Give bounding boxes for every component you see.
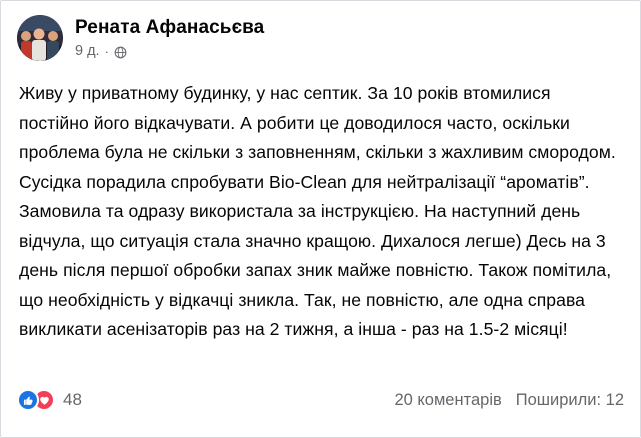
post-footer (1, 377, 640, 437)
shares-count[interactable]: Поширили: 12 (515, 391, 624, 409)
reactions-summary[interactable] (17, 389, 82, 411)
comments-count[interactable]: 20 коментарів (394, 391, 502, 409)
post-header (1, 1, 640, 61)
post-meta (75, 43, 264, 60)
post-author-block (75, 15, 264, 60)
meta-separator: · (104, 44, 109, 59)
reaction-icons[interactable] (17, 389, 55, 411)
globe-icon[interactable] (114, 46, 127, 59)
like-reaction-icon[interactable] (17, 389, 39, 411)
avatar[interactable] (17, 15, 63, 61)
reaction-count[interactable]: 48 (63, 390, 82, 409)
post-stats (394, 390, 624, 410)
post-timestamp[interactable]: 9 д. (75, 43, 100, 59)
author-name[interactable]: Рената Афанасьєва (75, 17, 265, 38)
post-text: Живу у приватному будинку, у нас септик. За 10 років втомилися постійно його відкачувати. А робити це доводилося часто, оскільки проблема була не скільки з заповненням, скільки з жахливим смородом. Сусідка порадила спробувати Bio-Clean для нейтралізації “ароматів”. Замовила та одразу використала за інструкцією. На наступний день відчула, що ситуація стала значно кращою. Дихалося легше) Десь на 3 день після першої обробки запах зник майже повністю. Також помітила, що необхідність у відкачці зникла. Так, не повністю, але одна справа викликати асенізаторів раз на 2 тижня, а інша - раз на 1.5-2 місяці! (19, 83, 616, 339)
